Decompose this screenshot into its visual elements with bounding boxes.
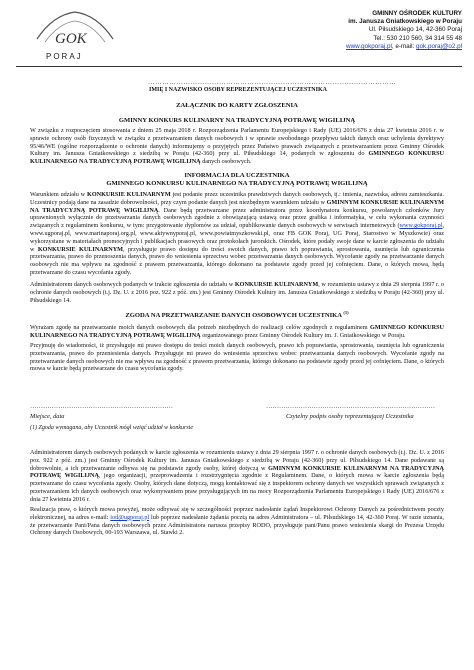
name-input-dots: ……………………………………………………………………………………………: [148, 79, 397, 86]
consent-paragraph: Wyrażam zgodę na przetwarzanie moich danych osobowych dla potrzeb niezbędnych do realizacji celów zgodnych z regulaminem GMINNEGO KONKURSU KULINARNEGO NA TRADYCYJNĄ POTRAWĘ WIGILIJNĄ organizowanego przez Gminny Ośrodek Kultury im. J. Gniatkowskiego w Poraju.: [30, 324, 444, 339]
place-date-label: Miejsce, data: [30, 413, 65, 420]
org-phone: Tel.: 530 210 560, 34 314 55 48: [373, 34, 462, 42]
org-subname: im. Janusza Gniatkowskiego w Poraju: [348, 18, 462, 26]
header-divider: [16, 66, 462, 67]
place-date-dots: …………………………………………………………: [30, 403, 173, 410]
signature-dots: ……………………………………………………………………: [266, 403, 435, 410]
administrator-paragraph: Administratorem danych osobowych podanych w trakcie zgłoszenia do udziału w KONKURSIE KULINARNYM, w rozumieniu ustawy z dnia 29 sierpnia 1997 r. o ochronie danych osobowych (t.j. Dz. U. z 2016 poz. 922 z póź. zm.) jest Gminny Ośrodek Kultury im. Janusza Gniatkowskiego z siedzibą w Poraju (42-360) przy ul. Piłsudskiego 14.: [30, 281, 445, 304]
consent-title: ZGODA NA PRZETWARZANIE DANYCH OSOBOWYCH UCZESTNIKA $^{(1)}$: [125, 310, 349, 320]
org-name: GMINNY OŚRODEK KULTURY: [372, 10, 462, 17]
footnote: (1) Zgoda wymagana, aby Uczestnik mógł wziąć udział w konkursie: [30, 425, 193, 431]
logo-letters: GOK: [55, 31, 87, 47]
iod-email-link[interactable]: iod@ugporaj.pl: [110, 513, 150, 521]
info-subtitle: GMINNEGO KONKURSU KULINARNEGO NA TRADYCYJNĄ POTRAWĘ WIGILIJNĄ: [106, 180, 368, 187]
representative-name-caption: IMIĘ I NAZWISKO OSOBY REPREZENTUJĄCEJ UCZESTNIKA: [149, 87, 327, 93]
info-paragraph: Warunkiem udziału w KONKURSIE KULINARNYM jest podanie przez uczestnika prawdziwych danych osobowych, tj.: imienia, nazwiska, adresu zamieszkania. Uczestnicy podają dane na zasadzie dobrowolności, przy czym podanie danych jest niezbędnym warunkiem udziału w GMINNYM KONKURSIE KULINARNYM NA TRADYCYJNĄ POTRAWĘ WIGILIJNĄ. Dane będą przetwarzane przez administratora przez koordynatora konkursu, powołanych członków Jury uprawnionych wyłącznie do przetwarzania danych osobowych zgodnie z obowiązującą ustawą oraz przez grafika i informatyka, w celu wykonania czynności związanych z regulaminem konkursu, w tym: przygotowanie dyplomów za udział, opublikowanie danych osobowych w serwisach internetowych (www.gokporaj.pl, www.ugporaj.pl, www.marinaporaj.org.pl, www.aktywnyporaj.pl, www.powiatmyszkowski.pl, oraz FB GOK Poraj, UG Poraj, Starostwo w Myszkowie) oraz wykorzystane w materiałach promocyjnych i publikacjach prasowych oraz protokołach jurorskich. Ośrodek, które podały swoje dane w karcie zgłoszenia do udziału w KONKURSIE KULINARNYM, przysługuje prawo dostępu do treści swoich danych, prawo ich poprawiania, sprostowania, usunięcia lub ograniczenia przetwarzania, prawo do przenoszenia danych, prawo do wniesienia sprzeciwu wobec przetwarzania danych osobowych. Wycofanie zgody na przetwarzanie danych osobowych nie ma wpływu na zgodność z prawem przetwarzania, którego dokonano na podstawie zgody przed jej cofnięciem. Dane, o których mowa, będą przetwarzane do czasu wycofania zgody.: [30, 191, 445, 276]
info-title: INFORMACJA DLA UCZESTNIKA: [184, 172, 290, 179]
rights-realization-paragraph: Realizacja praw, o których mowa powyżej, może odbywać się w szczególności poprzez nadesłanie żądań Inspektorowi Ochrony Danych za pośrednictwem poczty elektronicznej, na adres e-mail: iod@ugporaj.pl lub poprzez nadesłanie żądania pocztą na adres Administratora – ul. Piłsudskiego 14, 42-360 Poraj. W razie uznania, że przetwarzanie Pani/Pana danych osobowych przez Administratora narusza przepisy RODO, przysługuje pani/Panu prawo wniesienia skargi do Prezesa Urzędu Ochrony danych Osobowych, 00-193 Warszawa, ul. Stawki 2.: [30, 506, 445, 537]
signature-label: Czytelny podpis osoby reprezentującej Uczestnika: [286, 413, 414, 420]
attachment-title: ZAŁĄCZNIK DO KARTY ZGŁOSZENIA: [176, 102, 298, 109]
email-link[interactable]: gok.poraj@o2.pl: [416, 42, 462, 50]
intro-paragraph: W związku z rozpoczęciem stosowania z dniem 25 maja 2018 r. Rozporządzenia Parlamentu Europejskiego i Rady (UE) 2016/676 z dnia 27 kwietnia 2016 r. w sprawie ochrony osób fizycznych w związku z przetwarzaniem danych osobowych i w sprawie swobodnego przepływu takich danych oraz uchylenia dyrektywy 95/46/WE (ogólne rozporządzenie o ochronie danych) informujemy o przyjętych przez Państwo prawach związanych z przetwarzaniem przez Gminny Ośrodek Kultury im. Janusza Gniatkowskiego z siedzibą w Poraju (42-360) przy ul. Piłsudskiego 14, podanych w zgłoszeniu do GMINNEGO KONKURSU KULINARNEGO NA TRADYCYJNĄ POTRAWĘ WIGILIJNĄ danych osobowych.: [30, 127, 444, 166]
email-label: , e-mail:: [391, 42, 417, 50]
org-address: Ul. Piłsudskiego 14, 42-360 Poraj: [368, 26, 462, 34]
data-controller-paragraph: Administratorem danych osobowych podanych w karcie zgłoszenia w rozumieniu ustawy z dnia 29 sierpnia 1997 r. o ochronie danych osobowych (t.j. Dz. U. z 2016 poz. 922 z póź. zm.) jest Gminny Ośrodek Kultury im. Janusza Gniatkowskiego z siedzibą w Poraju (42-360) przy ul. Piłsudskiego 14. Dane podawane są dobrowolnie, a ich przetwarzanie odbywa się na podstawie zgody osoby, której dotyczą w GMINNYM KONKURSIE KULINARNYM NA TRADYCYJNĄ POTRAWĘ WIGILIJNĄ, jego organizacji, przeprowadzenia i rozstrzygnięcia zgodnie z Regulaminem. Dane, o których mowa w karcie zgłoszenia będą przetwarzane do czasu wycofania zgody. Osoby, których dane dotyczą, mogą kontaktować się z inspektorem ochrony danych we wszystkich sprawach związanych z przetwarzaniem ich danych osobowych oraz wykonywaniem praw przysługujących im na mocy Rozporządzenia Parlamentu Europejskiego i Rady (UE) 2016/676 z dnia 27 kwietnia 2016 r.: [30, 449, 445, 503]
logo-caption: PORAJ: [46, 52, 83, 61]
website-link[interactable]: www.gokporaj.pl: [346, 42, 392, 50]
rights-paragraph: Przyjmuję do wiadomości, iż przysługuje mi prawo dostępu do treści moich danych osobowych, prawo ich poprawiania, sprostowania, usunięcia lub ograniczenia przetwarzania, prawo do przeniesienia danych. Przysługuje mi prawo do wniesienia sprzeciwu wobec przetwarzania danych osobowych. Wycofanie zgody na przetwarzanie danych osobowych nie ma wpływu na zgodność z prawem przetwarzania, którego dokonano na podstawie zgody przed jej cofnięciem. Dane, o których mowa w karcie będą przetwarzane do czasu wycofania zgody.: [30, 342, 444, 373]
contest-title: GMINNY KONKURS KULINARNY NA TRADYCYJNĄ POTRAWĘ WIGILIJNĄ: [118, 117, 356, 124]
gokporaj-link[interactable]: www.gokporaj.pl: [399, 222, 443, 230]
organization-contact: [262, 10, 462, 51]
